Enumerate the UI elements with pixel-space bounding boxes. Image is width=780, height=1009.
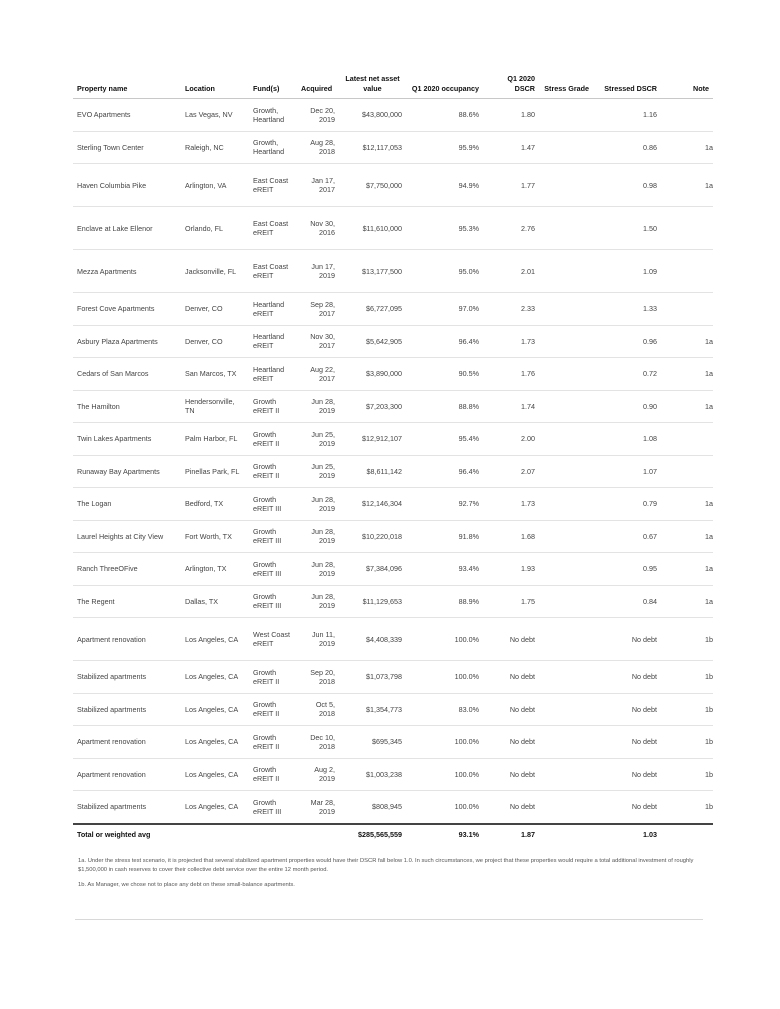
table-row [73, 325, 713, 358]
table-row [73, 553, 713, 586]
cell-location: Dallas, TX [181, 585, 249, 618]
cell-stressed-dscr: No debt [593, 791, 661, 824]
table-row [73, 164, 713, 207]
cell-property-name: Runaway Bay Apartments [73, 455, 181, 488]
cell-stressed-dscr: 0.67 [593, 520, 661, 553]
cell-stressed-dscr: 0.96 [593, 325, 661, 358]
cell-net-asset-value: $13,177,500 [339, 250, 406, 293]
cell-stress-grade [539, 758, 593, 791]
cell-occupancy: 95.0% [406, 250, 483, 293]
footnote-1a-marker: 1a. [78, 858, 87, 864]
cell-note: 1a [661, 131, 713, 164]
cell-funds: Growth, Heartland [249, 131, 297, 164]
cell-acquired: Jun 28, 2019 [297, 520, 339, 553]
cell-location: Las Vegas, NV [181, 99, 249, 132]
cell-dscr: No debt [483, 726, 539, 759]
total-dscr: 1.87 [483, 824, 539, 845]
header-occupancy: Q1 2020 occupancy [406, 70, 483, 99]
cell-dscr: 1.73 [483, 325, 539, 358]
cell-occupancy: 88.6% [406, 99, 483, 132]
cell-net-asset-value: $6,727,095 [339, 293, 406, 326]
cell-funds: Growth eREIT III [249, 585, 297, 618]
cell-property-name: The Logan [73, 488, 181, 521]
header-property-name: Property name [73, 70, 181, 99]
cell-occupancy: 92.7% [406, 488, 483, 521]
table-row [73, 693, 713, 726]
cell-net-asset-value: $12,912,107 [339, 423, 406, 456]
cell-dscr: No debt [483, 693, 539, 726]
total-stressed-dscr: 1.03 [593, 824, 661, 845]
cell-property-name: Twin Lakes Apartments [73, 423, 181, 456]
cell-acquired: Mar 28, 2019 [297, 791, 339, 824]
cell-dscr: 1.47 [483, 131, 539, 164]
cell-occupancy: 100.0% [406, 661, 483, 694]
cell-dscr: 1.73 [483, 488, 539, 521]
cell-net-asset-value: $8,611,142 [339, 455, 406, 488]
cell-stressed-dscr: 1.33 [593, 293, 661, 326]
cell-funds: Growth eREIT II [249, 423, 297, 456]
cell-net-asset-value: $7,384,096 [339, 553, 406, 586]
cell-funds: East Coast eREIT [249, 164, 297, 207]
cell-location: San Marcos, TX [181, 358, 249, 391]
cell-occupancy: 93.4% [406, 553, 483, 586]
cell-note [661, 455, 713, 488]
cell-acquired: Dec 10, 2018 [297, 726, 339, 759]
table-row [73, 520, 713, 553]
cell-stress-grade [539, 791, 593, 824]
cell-stressed-dscr: 0.72 [593, 358, 661, 391]
cell-location: Los Angeles, CA [181, 726, 249, 759]
cell-net-asset-value: $5,642,905 [339, 325, 406, 358]
cell-acquired: Oct 5, 2018 [297, 693, 339, 726]
cell-location: Los Angeles, CA [181, 791, 249, 824]
cell-note: 1a [661, 488, 713, 521]
cell-property-name: EVO Apartments [73, 99, 181, 132]
cell-stressed-dscr: No debt [593, 661, 661, 694]
cell-dscr: 1.68 [483, 520, 539, 553]
cell-net-asset-value: $7,750,000 [339, 164, 406, 207]
cell-occupancy: 88.8% [406, 390, 483, 423]
cell-acquired: Jan 17, 2017 [297, 164, 339, 207]
cell-note [661, 293, 713, 326]
cell-note [661, 99, 713, 132]
header-note: Note [661, 70, 713, 99]
table-header-row [73, 70, 713, 99]
cell-location: Hendersonville, TN [181, 390, 249, 423]
cell-note [661, 250, 713, 293]
cell-stressed-dscr: 0.95 [593, 553, 661, 586]
footnote-1a-text: Under the stress test scenario, it is projected that several stabilized apartment properties would have their DSCR fall below 1.0. In such circumstances, we project that these properties would require a total additional investment of roughly $1,500,000 in cash reserves to cover their collective debt service over the entire 12 month period. [78, 858, 694, 873]
cell-stress-grade [539, 99, 593, 132]
cell-acquired: Nov 30, 2016 [297, 207, 339, 250]
cell-net-asset-value: $11,610,000 [339, 207, 406, 250]
cell-dscr: 1.75 [483, 585, 539, 618]
cell-occupancy: 100.0% [406, 726, 483, 759]
cell-stress-grade [539, 250, 593, 293]
cell-stress-grade [539, 553, 593, 586]
cell-occupancy: 83.0% [406, 693, 483, 726]
cell-stressed-dscr: 0.84 [593, 585, 661, 618]
total-label: Total or weighted avg [73, 824, 181, 845]
cell-location: Denver, CO [181, 325, 249, 358]
table-row [73, 358, 713, 391]
header-stressed-dscr: Stressed DSCR [593, 70, 661, 99]
cell-note: 1a [661, 164, 713, 207]
table-row [73, 726, 713, 759]
cell-funds: Heartland eREIT [249, 325, 297, 358]
cell-note: 1a [661, 553, 713, 586]
cell-property-name: Forest Cove Apartments [73, 293, 181, 326]
cell-acquired: Aug 2, 2019 [297, 758, 339, 791]
cell-acquired: Dec 20, 2019 [297, 99, 339, 132]
cell-dscr: 1.77 [483, 164, 539, 207]
cell-location: Arlington, TX [181, 553, 249, 586]
divider [75, 919, 703, 920]
cell-stressed-dscr: 1.16 [593, 99, 661, 132]
table-row [73, 758, 713, 791]
cell-stressed-dscr: 1.50 [593, 207, 661, 250]
cell-acquired: Jun 25, 2019 [297, 455, 339, 488]
table-row [73, 390, 713, 423]
cell-dscr: 1.76 [483, 358, 539, 391]
cell-location: Pinellas Park, FL [181, 455, 249, 488]
cell-occupancy: 95.9% [406, 131, 483, 164]
cell-stress-grade [539, 488, 593, 521]
cell-location: Los Angeles, CA [181, 661, 249, 694]
cell-net-asset-value: $4,408,339 [339, 618, 406, 661]
cell-occupancy: 88.9% [406, 585, 483, 618]
cell-location: Los Angeles, CA [181, 693, 249, 726]
cell-net-asset-value: $12,117,053 [339, 131, 406, 164]
cell-stress-grade [539, 455, 593, 488]
cell-location: Fort Worth, TX [181, 520, 249, 553]
cell-net-asset-value: $12,146,304 [339, 488, 406, 521]
cell-dscr: No debt [483, 791, 539, 824]
cell-location: Los Angeles, CA [181, 758, 249, 791]
cell-occupancy: 91.8% [406, 520, 483, 553]
cell-dscr: 2.07 [483, 455, 539, 488]
cell-property-name: Haven Columbia Pike [73, 164, 181, 207]
cell-property-name: Cedars of San Marcos [73, 358, 181, 391]
cell-stressed-dscr: 0.79 [593, 488, 661, 521]
total-occupancy: 93.1% [406, 824, 483, 845]
table-row [73, 423, 713, 456]
property-table [73, 70, 713, 845]
cell-note: 1a [661, 585, 713, 618]
cell-stress-grade [539, 131, 593, 164]
cell-note: 1a [661, 325, 713, 358]
cell-acquired: Jun 25, 2019 [297, 423, 339, 456]
cell-acquired: Jun 17, 2019 [297, 250, 339, 293]
footnote-1b [78, 881, 708, 890]
cell-acquired: Nov 30, 2017 [297, 325, 339, 358]
cell-note: 1b [661, 791, 713, 824]
cell-occupancy: 96.4% [406, 455, 483, 488]
cell-acquired: Aug 22, 2017 [297, 358, 339, 391]
cell-net-asset-value: $7,203,300 [339, 390, 406, 423]
header-location: Location [181, 70, 249, 99]
header-net-asset-value: Latest net asset value [339, 70, 406, 99]
cell-location: Orlando, FL [181, 207, 249, 250]
cell-acquired: Jun 28, 2019 [297, 390, 339, 423]
cell-acquired: Jun 28, 2019 [297, 553, 339, 586]
footnotes [78, 857, 708, 896]
cell-stressed-dscr: 0.98 [593, 164, 661, 207]
cell-occupancy: 95.4% [406, 423, 483, 456]
cell-funds: Growth eREIT II [249, 726, 297, 759]
cell-property-name: Apartment renovation [73, 726, 181, 759]
cell-funds: Growth eREIT III [249, 553, 297, 586]
cell-location: Raleigh, NC [181, 131, 249, 164]
cell-funds: Heartland eREIT [249, 358, 297, 391]
cell-property-name: Enclave at Lake Ellenor [73, 207, 181, 250]
cell-stress-grade [539, 618, 593, 661]
cell-net-asset-value: $11,129,653 [339, 585, 406, 618]
cell-net-asset-value: $3,890,000 [339, 358, 406, 391]
cell-stress-grade [539, 520, 593, 553]
cell-stressed-dscr: 1.07 [593, 455, 661, 488]
table-row [73, 488, 713, 521]
cell-stressed-dscr: 1.09 [593, 250, 661, 293]
cell-stress-grade [539, 726, 593, 759]
cell-net-asset-value: $695,345 [339, 726, 406, 759]
table-row [73, 661, 713, 694]
cell-stressed-dscr: No debt [593, 726, 661, 759]
cell-dscr: 2.01 [483, 250, 539, 293]
cell-dscr: 2.00 [483, 423, 539, 456]
cell-property-name: Apartment renovation [73, 618, 181, 661]
cell-net-asset-value: $1,003,238 [339, 758, 406, 791]
cell-acquired: Jun 11, 2019 [297, 618, 339, 661]
cell-acquired: Sep 20, 2018 [297, 661, 339, 694]
cell-stress-grade [539, 693, 593, 726]
cell-occupancy: 95.3% [406, 207, 483, 250]
cell-location: Bedford, TX [181, 488, 249, 521]
cell-stress-grade [539, 423, 593, 456]
cell-funds: Growth eREIT III [249, 791, 297, 824]
cell-property-name: Ranch ThreeOFive [73, 553, 181, 586]
cell-location: Denver, CO [181, 293, 249, 326]
cell-stressed-dscr: No debt [593, 618, 661, 661]
cell-funds: Growth eREIT II [249, 390, 297, 423]
cell-stressed-dscr: 1.08 [593, 423, 661, 456]
cell-stress-grade [539, 390, 593, 423]
cell-occupancy: 97.0% [406, 293, 483, 326]
cell-note: 1a [661, 390, 713, 423]
cell-stress-grade [539, 207, 593, 250]
footnote-1a [78, 857, 708, 875]
cell-occupancy: 100.0% [406, 618, 483, 661]
cell-occupancy: 90.5% [406, 358, 483, 391]
cell-funds: Growth eREIT III [249, 488, 297, 521]
cell-note [661, 423, 713, 456]
cell-note [661, 207, 713, 250]
cell-property-name: Stabilized apartments [73, 661, 181, 694]
cell-occupancy: 94.9% [406, 164, 483, 207]
cell-property-name: Stabilized apartments [73, 693, 181, 726]
cell-dscr: No debt [483, 618, 539, 661]
cell-dscr: 2.76 [483, 207, 539, 250]
cell-property-name: Asbury Plaza Apartments [73, 325, 181, 358]
cell-funds: Growth eREIT II [249, 758, 297, 791]
cell-location: Los Angeles, CA [181, 618, 249, 661]
cell-note: 1a [661, 358, 713, 391]
cell-note: 1a [661, 520, 713, 553]
table-row [73, 618, 713, 661]
table-body [73, 99, 713, 824]
cell-acquired: Jun 28, 2019 [297, 585, 339, 618]
cell-stressed-dscr: 0.90 [593, 390, 661, 423]
header-dscr: Q1 2020 DSCR [483, 70, 539, 99]
cell-funds: Growth eREIT II [249, 455, 297, 488]
header-acquired: Acquired [297, 70, 339, 99]
cell-funds: East Coast eREIT [249, 250, 297, 293]
cell-property-name: The Hamilton [73, 390, 181, 423]
cell-property-name: Laurel Heights at City View [73, 520, 181, 553]
table-row [73, 250, 713, 293]
cell-location: Palm Harbor, FL [181, 423, 249, 456]
cell-property-name: Mezza Apartments [73, 250, 181, 293]
cell-stress-grade [539, 358, 593, 391]
table-row [73, 585, 713, 618]
total-nav: $285,565,559 [339, 824, 406, 845]
header-funds: Fund(s) [249, 70, 297, 99]
cell-location: Arlington, VA [181, 164, 249, 207]
cell-property-name: Sterling Town Center [73, 131, 181, 164]
footnote-1b-text: As Manager, we chose not to place any debt on these small-balance apartments. [87, 882, 295, 888]
cell-stressed-dscr: 0.86 [593, 131, 661, 164]
footnote-1b-marker: 1b. [78, 882, 87, 888]
cell-property-name: Apartment renovation [73, 758, 181, 791]
cell-funds: West Coast eREIT [249, 618, 297, 661]
cell-note: 1b [661, 758, 713, 791]
table-row [73, 207, 713, 250]
cell-property-name: The Regent [73, 585, 181, 618]
cell-note: 1b [661, 726, 713, 759]
cell-property-name: Stabilized apartments [73, 791, 181, 824]
cell-funds: Growth eREIT II [249, 693, 297, 726]
cell-net-asset-value: $1,354,773 [339, 693, 406, 726]
table-row [73, 791, 713, 824]
cell-occupancy: 100.0% [406, 758, 483, 791]
cell-dscr: 1.74 [483, 390, 539, 423]
cell-stress-grade [539, 293, 593, 326]
cell-note: 1b [661, 693, 713, 726]
cell-occupancy: 100.0% [406, 791, 483, 824]
cell-note: 1b [661, 661, 713, 694]
table-row [73, 455, 713, 488]
cell-stress-grade [539, 164, 593, 207]
cell-dscr: 2.33 [483, 293, 539, 326]
cell-dscr: 1.80 [483, 99, 539, 132]
cell-stress-grade [539, 325, 593, 358]
total-row [73, 824, 713, 845]
cell-dscr: No debt [483, 661, 539, 694]
cell-net-asset-value: $10,220,018 [339, 520, 406, 553]
cell-location: Jacksonville, FL [181, 250, 249, 293]
cell-acquired: Jun 28, 2019 [297, 488, 339, 521]
cell-stressed-dscr: No debt [593, 758, 661, 791]
cell-funds: East Coast eREIT [249, 207, 297, 250]
cell-acquired: Aug 28, 2018 [297, 131, 339, 164]
cell-note: 1b [661, 618, 713, 661]
table-row [73, 99, 713, 132]
cell-acquired: Sep 28, 2017 [297, 293, 339, 326]
header-stress-grade: Stress Grade [539, 70, 593, 99]
cell-funds: Heartland eREIT [249, 293, 297, 326]
cell-funds: Growth eREIT II [249, 661, 297, 694]
cell-net-asset-value: $1,073,798 [339, 661, 406, 694]
cell-stress-grade [539, 585, 593, 618]
cell-dscr: 1.93 [483, 553, 539, 586]
table-row [73, 293, 713, 326]
cell-occupancy: 96.4% [406, 325, 483, 358]
cell-funds: Growth eREIT III [249, 520, 297, 553]
cell-funds: Growth, Heartland [249, 99, 297, 132]
cell-stressed-dscr: No debt [593, 693, 661, 726]
cell-net-asset-value: $43,800,000 [339, 99, 406, 132]
cell-net-asset-value: $808,945 [339, 791, 406, 824]
cell-dscr: No debt [483, 758, 539, 791]
table-row [73, 131, 713, 164]
cell-stress-grade [539, 661, 593, 694]
